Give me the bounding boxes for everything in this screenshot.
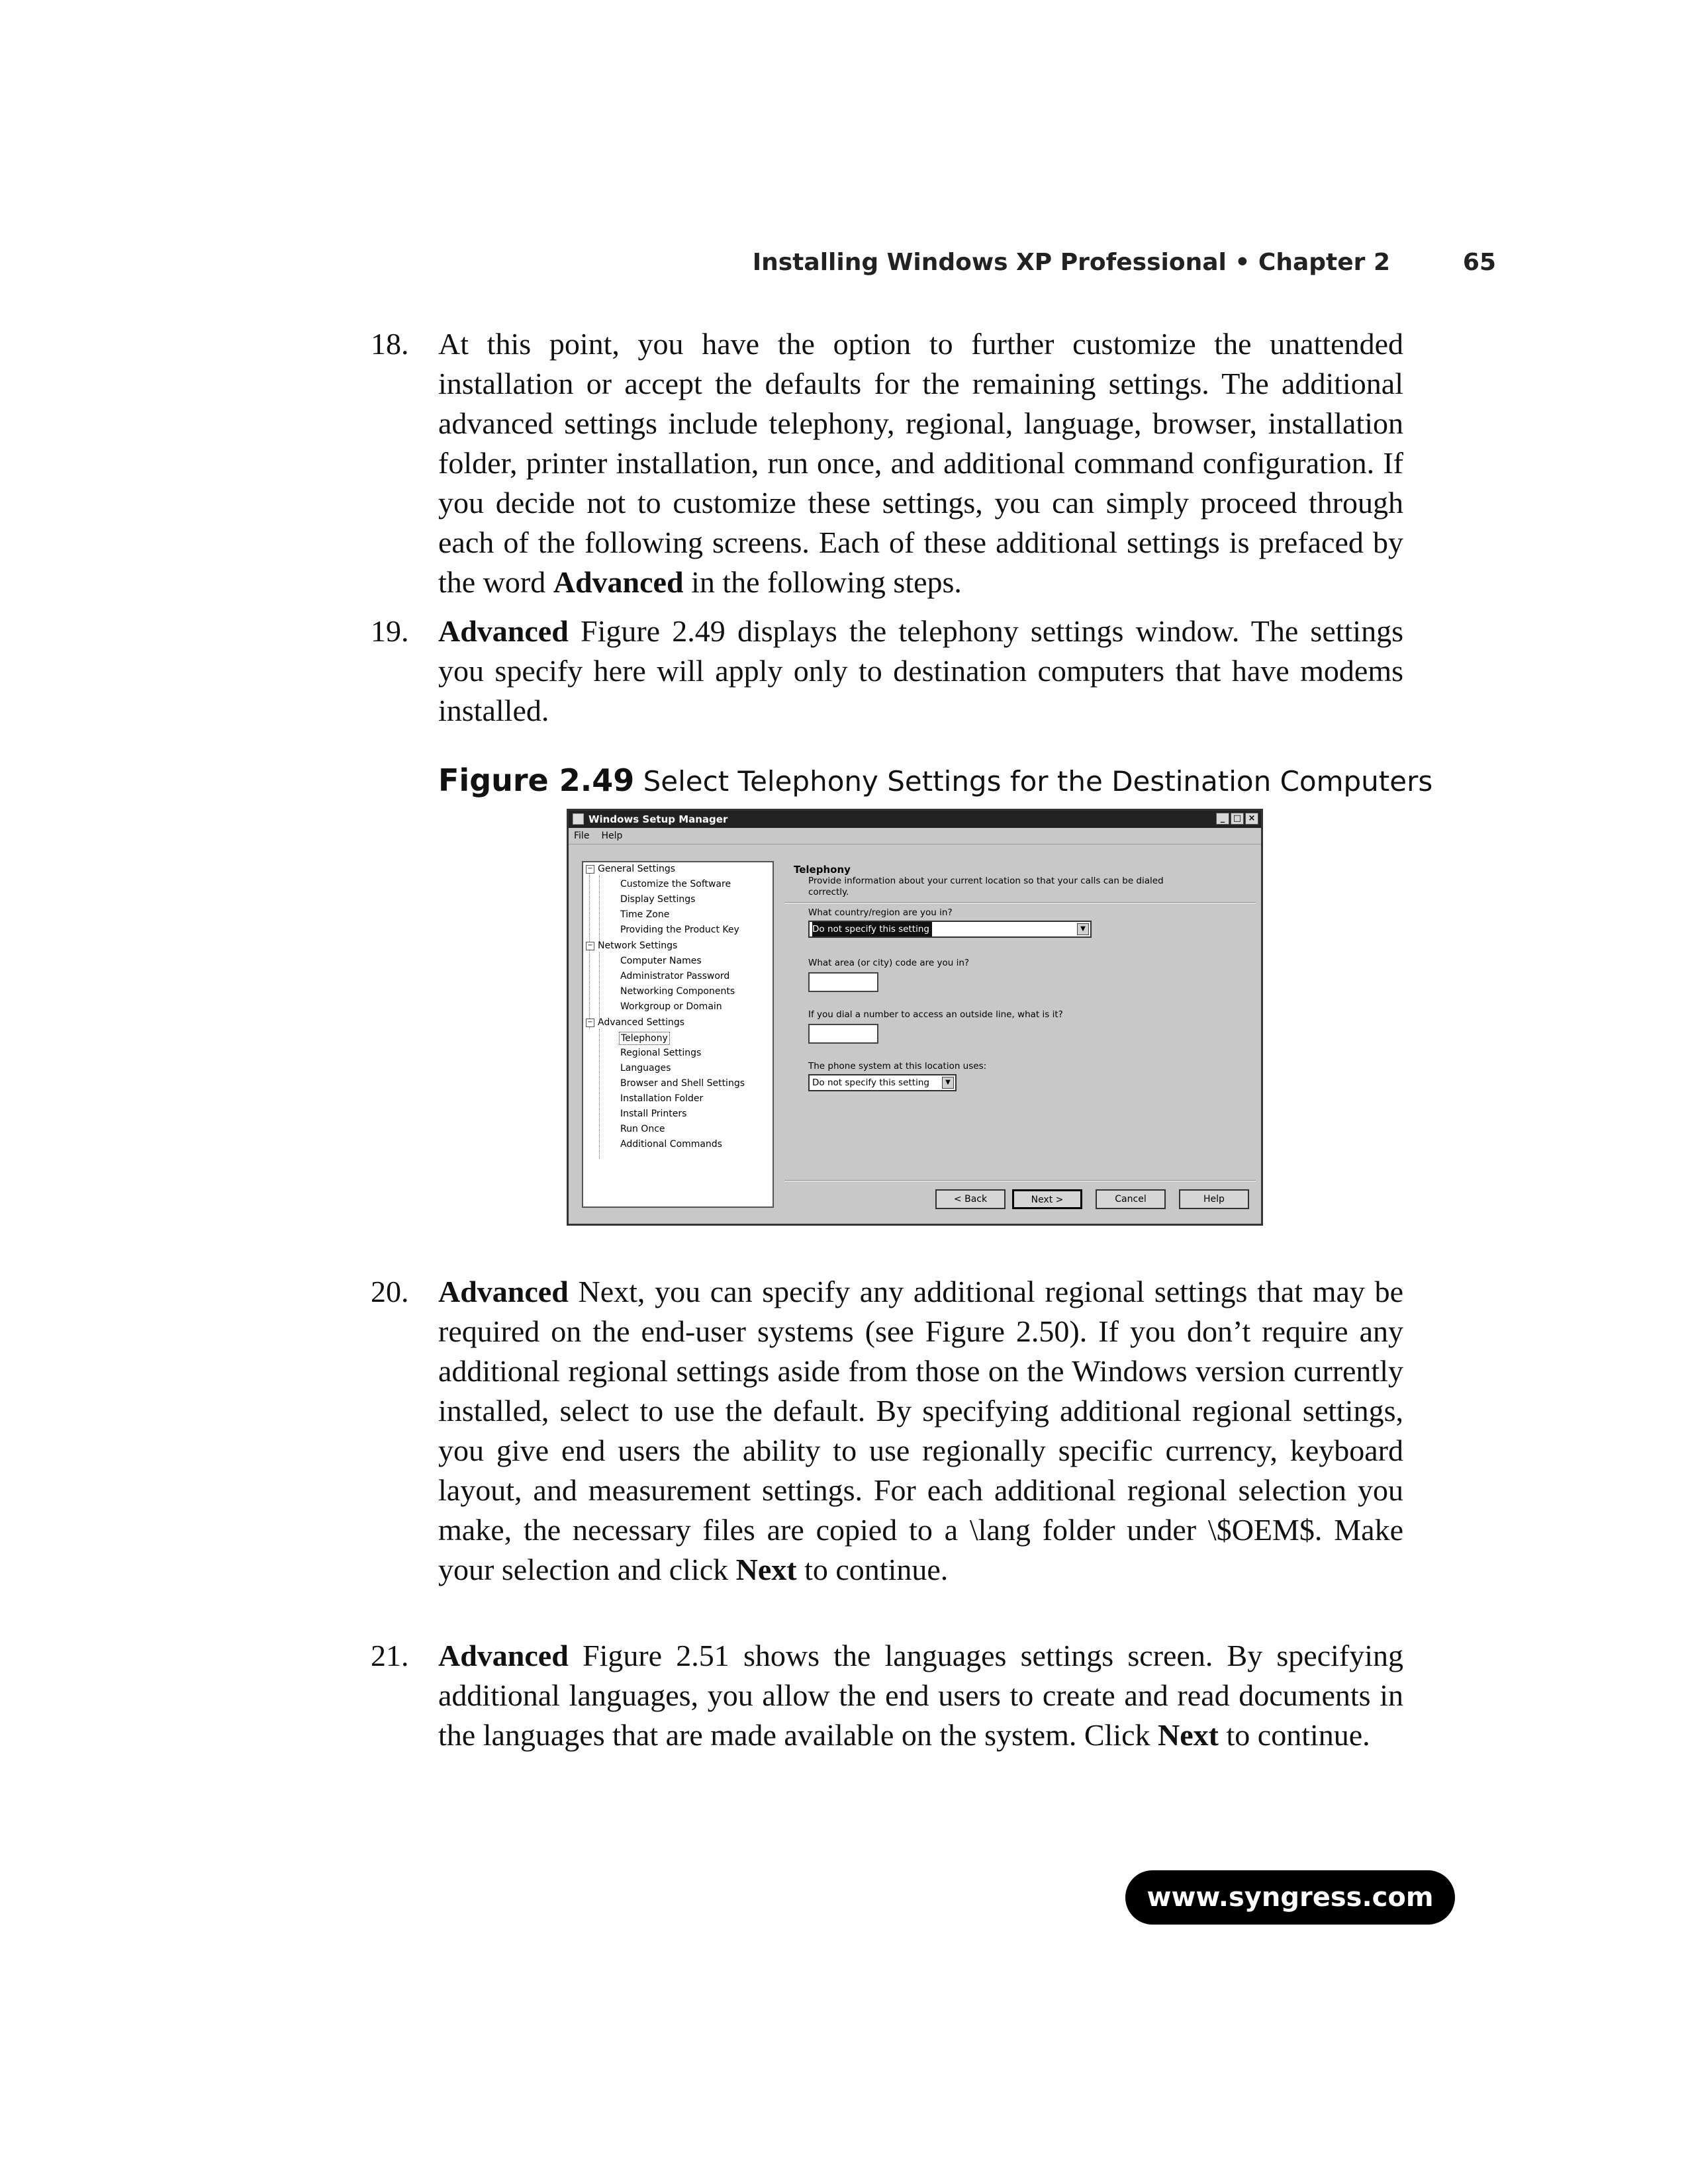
step-text xyxy=(438,612,1403,731)
button-separator xyxy=(784,1180,1256,1181)
collapse-icon[interactable]: − xyxy=(586,942,594,950)
step-18 xyxy=(371,324,1403,602)
tree-item-admin-password[interactable]: Administrator Password xyxy=(620,971,730,981)
minimize-icon[interactable]: _ xyxy=(1216,813,1229,825)
tree-item-installation-folder[interactable]: Installation Folder xyxy=(620,1093,704,1104)
tree-item-product-key[interactable]: Providing the Product Key xyxy=(620,925,739,935)
tree-group-network[interactable]: Network Settings xyxy=(598,940,678,951)
menu-help[interactable]: Help xyxy=(601,831,623,841)
tree-item-customize-software[interactable]: Customize the Software xyxy=(620,879,731,889)
page-number: 65 xyxy=(1462,249,1496,276)
step-text xyxy=(438,1636,1403,1755)
figure-caption-text: Select Telephony Settings for the Destination Computers xyxy=(643,765,1433,797)
country-label: What country/region are you in? xyxy=(808,907,953,918)
phone-system-label: The phone system at this location uses: xyxy=(808,1061,987,1071)
panel-title: Telephony xyxy=(794,864,851,876)
country-select[interactable] xyxy=(808,921,1092,938)
tree-item-run-once[interactable]: Run Once xyxy=(620,1124,665,1134)
step-text-part: to continue. xyxy=(1219,1718,1370,1752)
step-text-part: to continue. xyxy=(796,1553,949,1586)
menu-file[interactable]: File xyxy=(574,831,590,841)
tree-item-display-settings[interactable]: Display Settings xyxy=(620,894,696,905)
maximize-icon[interactable]: □ xyxy=(1231,813,1244,825)
tree-item-time-zone[interactable]: Time Zone xyxy=(620,909,670,920)
area-code-label: What area (or city) code are you in? xyxy=(808,958,970,968)
tree-item-additional-commands[interactable]: Additional Commands xyxy=(620,1139,722,1150)
step-number: 20. xyxy=(371,1275,409,1308)
tree-item-regional-settings[interactable]: Regional Settings xyxy=(620,1048,702,1058)
step-text-part: Figure 2.49 displays the telephony settings window. The settings you specify here will apply only to destination computers that have modems installed. xyxy=(438,614,1403,727)
window-titlebar xyxy=(569,811,1261,828)
settings-tree xyxy=(582,861,774,1208)
help-button[interactable]: Help xyxy=(1179,1189,1249,1209)
step-number: 18. xyxy=(371,327,409,361)
panel-separator xyxy=(784,902,1256,903)
window-controls xyxy=(1216,813,1258,825)
step-number: 21. xyxy=(371,1639,409,1672)
panel-description: Provide information about your current location so that your calls can be dialed correctly. xyxy=(808,876,1164,897)
figure-label: Figure 2.49 xyxy=(438,762,635,798)
running-head xyxy=(752,249,1496,289)
app-icon xyxy=(573,813,584,825)
tree-line xyxy=(599,952,600,1021)
step-text-part: Figure 2.51 shows the languages settings screen. By specifying additional languages, you allow the end users to create and read documents in the languages that are made available on the system. Click xyxy=(438,1639,1403,1752)
tree-group-general[interactable]: General Settings xyxy=(598,864,676,874)
close-icon[interactable]: × xyxy=(1245,813,1258,825)
menu-bar xyxy=(569,828,1261,844)
phone-system-select[interactable] xyxy=(808,1074,957,1091)
step-number: 19. xyxy=(371,614,409,648)
step-keyword: Next xyxy=(735,1553,797,1586)
step-keyword: Advanced xyxy=(553,565,684,599)
tree-item-languages[interactable]: Languages xyxy=(620,1063,671,1073)
tree-item-computer-names[interactable]: Computer Names xyxy=(620,956,702,966)
tree-item-install-printers[interactable]: Install Printers xyxy=(620,1109,687,1119)
step-20 xyxy=(371,1272,1403,1590)
tree-group-advanced[interactable]: Advanced Settings xyxy=(598,1017,685,1028)
tree-item-networking-components[interactable]: Networking Components xyxy=(620,986,735,997)
area-code-input[interactable] xyxy=(808,972,878,992)
step-text-part: At this point, you have the option to further customize the unattended installation or accept the defaults for the remaining settings. The additional advanced settings include telephony, regional, language, browser, installation folder, printer installation, run once, and additional command configuration. If you decide not to customize these settings, you can simply proceed through each of the following screens. Each of these additional settings is prefaced by the word xyxy=(438,327,1403,599)
chevron-down-icon[interactable]: ▼ xyxy=(942,1077,954,1089)
tree-line xyxy=(599,876,600,944)
step-keyword: Next xyxy=(1158,1718,1219,1752)
step-21 xyxy=(371,1636,1403,1755)
window-title: Windows Setup Manager xyxy=(588,813,728,825)
site-url-badge[interactable]: www.syngress.com xyxy=(1125,1870,1455,1925)
chevron-down-icon[interactable]: ▼ xyxy=(1077,923,1089,935)
step-keyword: Advanced xyxy=(438,1275,569,1308)
tree-item-workgroup-domain[interactable]: Workgroup or Domain xyxy=(620,1001,722,1012)
tree-item-telephony[interactable]: Telephony xyxy=(619,1032,670,1045)
step-19 xyxy=(371,612,1403,731)
cancel-button[interactable]: Cancel xyxy=(1096,1189,1166,1209)
setup-manager-window xyxy=(567,809,1263,1226)
collapse-icon[interactable]: − xyxy=(586,1019,594,1027)
step-keyword: Advanced xyxy=(438,1639,569,1672)
step-text xyxy=(438,324,1403,602)
tree-item-browser-shell[interactable]: Browser and Shell Settings xyxy=(620,1078,745,1089)
step-keyword: Advanced xyxy=(438,614,569,648)
collapse-icon[interactable]: − xyxy=(586,865,594,874)
chapter-title: Installing Windows XP Professional • Chapter 2 xyxy=(752,249,1390,276)
dial-out-label: If you dial a number to access an outside line, what is it? xyxy=(808,1009,1063,1020)
step-text-part: Next, you can specify any additional regional settings that may be required on the end-user systems (see Figure 2.50). If you don’t require any additional regional settings aside from those on the Windows version currently installed, select to use the default. By specifying additional regional settings, you give end users the ability to use regionally specific currency, keyboard layout, and measurement settings. For each additional regional selection you make, the necessary files are copied to a \lang folder under \$OEM$. Make your selection and click xyxy=(438,1275,1403,1586)
figure-caption xyxy=(438,762,1432,798)
phone-system-select-value: Do not specify this setting xyxy=(812,1077,929,1088)
back-button[interactable]: < Back xyxy=(935,1189,1006,1209)
step-text xyxy=(438,1272,1403,1590)
step-text-part: in the following steps. xyxy=(683,565,962,599)
next-button[interactable]: Next > xyxy=(1012,1189,1082,1209)
tree-line xyxy=(599,1029,600,1159)
country-select-value: Do not specify this setting xyxy=(812,922,932,936)
dial-out-input[interactable] xyxy=(808,1024,878,1044)
